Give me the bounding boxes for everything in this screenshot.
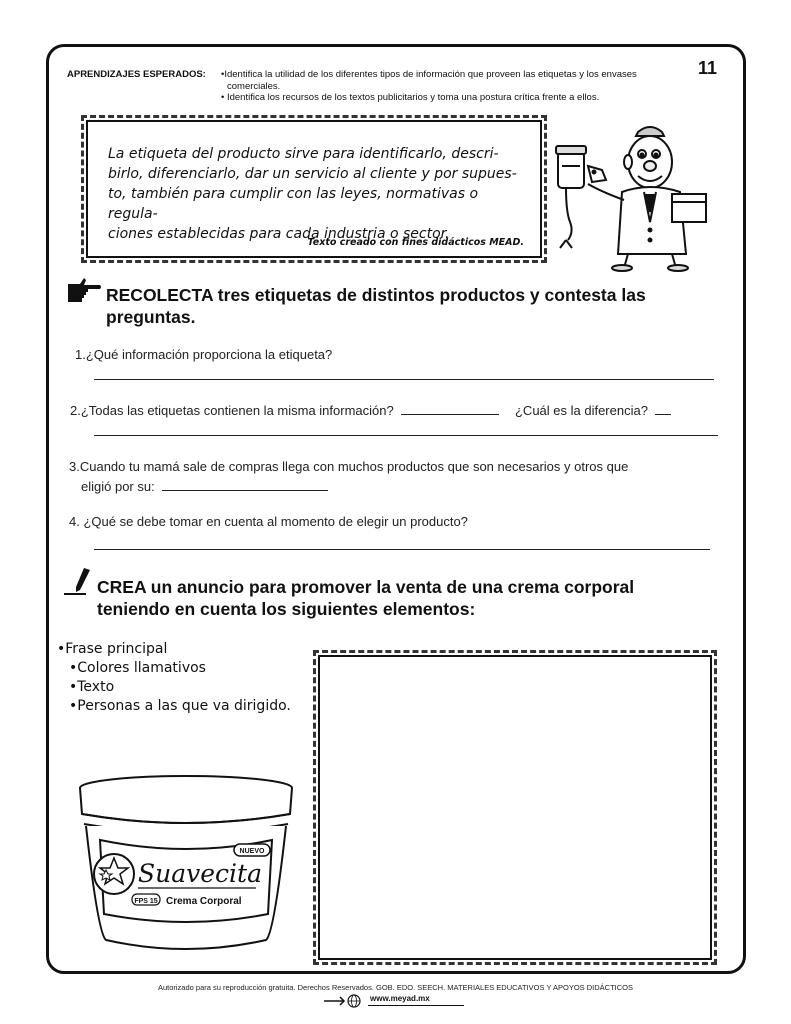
- answer-blank-3[interactable]: [162, 480, 328, 491]
- definition-box: [86, 120, 542, 258]
- cream-jar-illustration: [76, 774, 296, 954]
- answer-blank-2a[interactable]: [401, 404, 499, 415]
- pointing-hand-icon: [66, 276, 102, 304]
- answer-blank-2b[interactable]: [655, 404, 671, 415]
- footer-text: Autorizado para su reproducción gratuita. Derechos Reservados. GOB. EDO. SEECH. MATERIALES EDUCATIVOS Y APOYOS DIDÁCTICOS: [157, 983, 634, 992]
- answer-line-4[interactable]: [94, 549, 710, 550]
- objective-1: •Identifica la utilidad de los diferentes tipos de información que proveen las etiquetas y los envases: [221, 69, 637, 80]
- product-type: Crema Corporal: [166, 896, 242, 907]
- quote-line-2: birlo, diferenciarlo, dar un servicio al cliente y por supues-: [108, 166, 517, 182]
- footer-website: [322, 994, 472, 1008]
- answer-line-1[interactable]: [94, 379, 714, 380]
- shopkeeper-illustration: [552, 122, 712, 272]
- quote-line-1: La etiqueta del producto sirve para identificarlo, descri-: [108, 146, 499, 162]
- ad-element: •Personas a las que va dirigido.: [69, 698, 291, 714]
- quote-line-4: ciones establecidas para cada industria o sector.: [108, 226, 450, 242]
- page-number: 11: [698, 58, 718, 78]
- objective-2: • Identifica los recursos de los textos publicitarios y toma una postura crítica frente a ellos.: [221, 92, 600, 103]
- pencil-icon: [64, 566, 94, 596]
- instruction-recolecta-line1: RECOLECTA tres etiquetas de distintos productos y contesta las: [106, 285, 646, 305]
- ad-drawing-box[interactable]: [318, 655, 712, 960]
- fps-badge: FPS 15: [134, 898, 158, 905]
- new-badge: NUEVO: [239, 848, 265, 855]
- question-4: 4. ¿Qué se debe tomar en cuenta al momento de elegir un producto?: [69, 514, 468, 529]
- ad-element: •Colores llamativos: [69, 660, 206, 676]
- question-3b-text: eligió por su:: [81, 479, 155, 494]
- instruction-crea-line1: CREA un anuncio para promover la venta de una crema corporal: [97, 577, 635, 597]
- website-underline: [368, 1005, 464, 1006]
- question-1: 1.¿Qué información proporciona la etiqueta?: [75, 347, 333, 362]
- instruction-crea: [97, 576, 697, 620]
- question-3-cont: [81, 479, 328, 494]
- question-2b-text: ¿Cuál es la diferencia?: [514, 403, 648, 418]
- question-2: [70, 403, 671, 418]
- answer-line-2[interactable]: [94, 435, 718, 436]
- website-url[interactable]: www.meyad.mx: [370, 994, 430, 1003]
- instruction-recolecta-line2: preguntas.: [106, 307, 196, 327]
- globe-icon: [322, 994, 368, 1008]
- question-2-text: 2.¿Todas las etiquetas contienen la misma información?: [70, 403, 394, 418]
- objectives-label: APRENDIZAJES ESPERADOS:: [67, 69, 206, 80]
- brand-name: Suavecita: [138, 859, 262, 888]
- instruction-crea-line2: teniendo en cuenta los siguientes elementos:: [97, 599, 476, 619]
- quote-source: Texto creado con fines didácticos MEAD.: [307, 237, 524, 248]
- objective-1-cont: comerciales.: [227, 80, 281, 92]
- ad-element: •Frase principal: [57, 641, 168, 657]
- quote-line-3: to, también para cumplir con las leyes, normativas o regula-: [108, 186, 479, 222]
- instruction-recolecta: [106, 284, 696, 328]
- ad-element: •Texto: [69, 679, 115, 695]
- question-3: 3.Cuando tu mamá sale de compras llega con muchos productos que son necesarios y otros que: [69, 459, 629, 474]
- ad-elements-list: [57, 640, 291, 716]
